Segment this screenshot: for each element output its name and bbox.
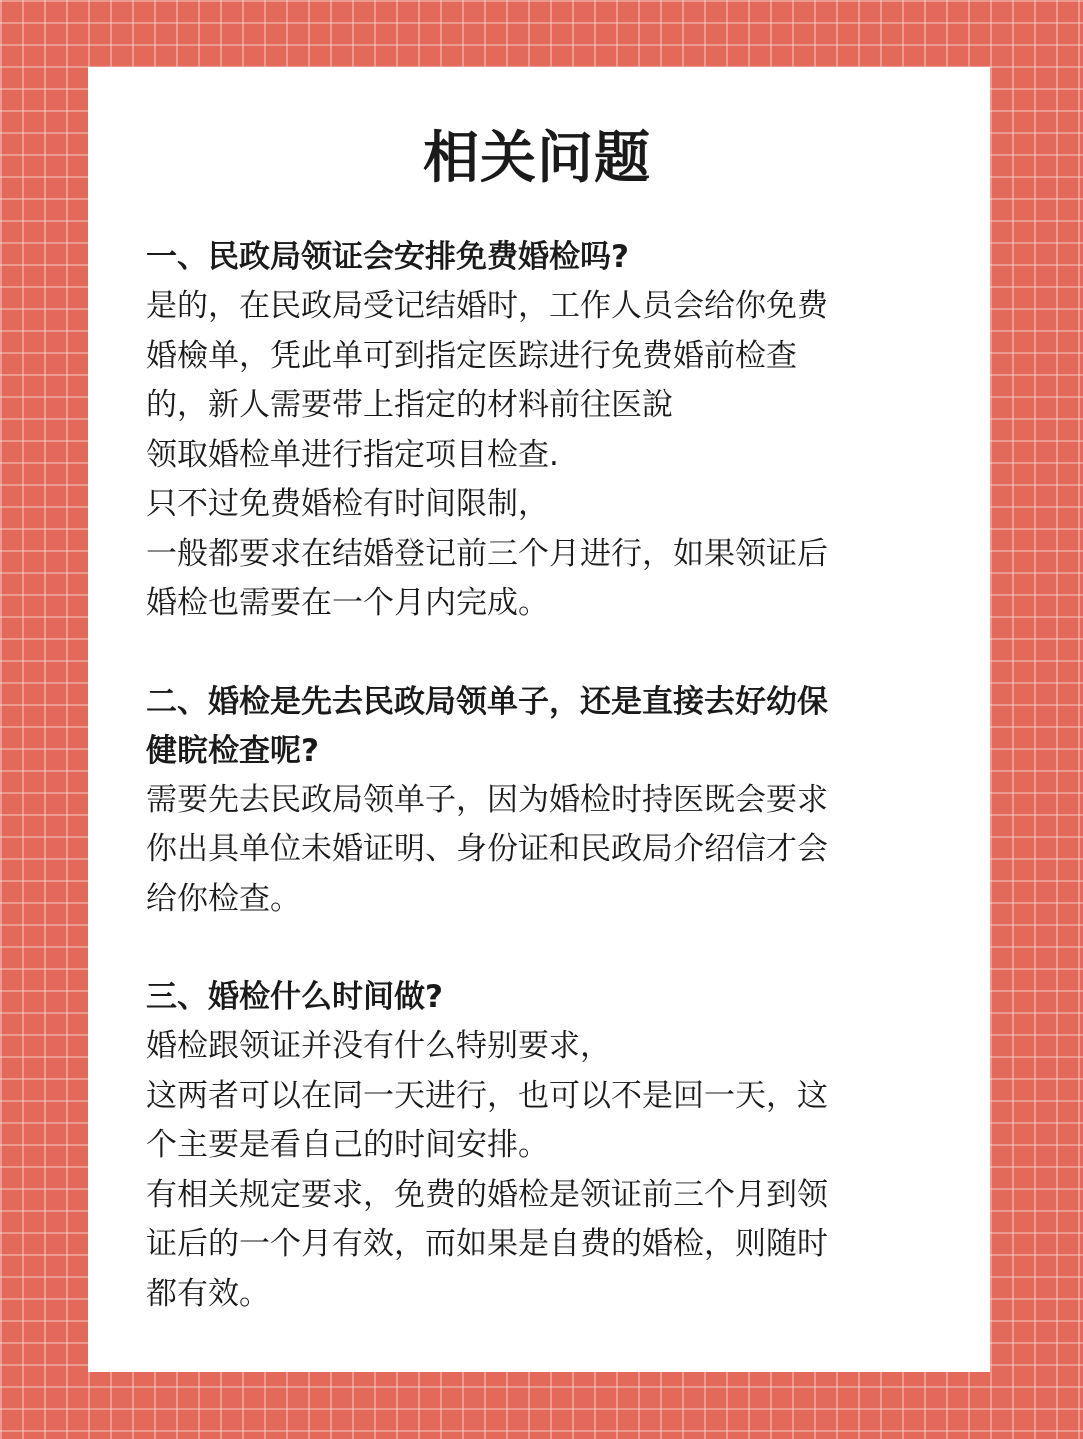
answer-line: 都有效。 xyxy=(146,1275,270,1312)
answer-line: 给你检查。 xyxy=(146,880,301,917)
answer-line: 婚检也需要在一个月内完成。 xyxy=(146,585,549,621)
answer-line: 证后的一个月有效，而如果是自费的婚检，则随时 xyxy=(146,1226,828,1262)
question-line: 一、民政局领证会安排免费婚检吗? xyxy=(146,239,629,275)
faq-section-3 xyxy=(146,973,928,1319)
question-line: 三、婚检什么时间做? xyxy=(146,979,443,1015)
answer-line: 个主要是看自己的时间安排。 xyxy=(146,1127,549,1163)
answer-line: 婚检跟领证并没有什么特别要求， xyxy=(146,1028,611,1064)
answer-line: 一般都要求在结婚登记前三个月进行，如果领证后 xyxy=(146,535,828,572)
answer-line: 是的，在民政局受记结婚时，工作人员会给你免费 xyxy=(146,288,828,324)
answer-line: 需要先去民政局领单子，因为婚检时持医既会要求 xyxy=(146,781,828,818)
faq-section-1 xyxy=(146,233,928,629)
answer-line: 你出具单位未婚证明、身份证和民政局介绍信才会 xyxy=(146,831,828,867)
answer-line: 领取婚检单进行指定项目检查. xyxy=(146,436,559,473)
answer-line: 的，新人需要带上指定的材料前往医說 xyxy=(146,387,673,423)
page-title: 相关问题 xyxy=(423,126,651,191)
question-line: 健睆检查呢? xyxy=(146,732,319,769)
answer-line: 只不过免费婚检有时间限制， xyxy=(146,486,549,522)
answer-line: 这两者可以在同一天进行，也可以不是回一天，这 xyxy=(146,1077,828,1114)
answer-line: 婚檢单，凭此单可到指定医踪进行免费婚前检查 xyxy=(146,337,797,374)
answer-line: 有相关规定要求，免费的婚检是领证前三个月到领 xyxy=(146,1176,828,1213)
content-card xyxy=(88,67,990,1372)
faq-section-2 xyxy=(146,678,928,925)
question-line: 二、婚检是先去民政局领单子，还是直接去好幼保 xyxy=(146,683,828,720)
